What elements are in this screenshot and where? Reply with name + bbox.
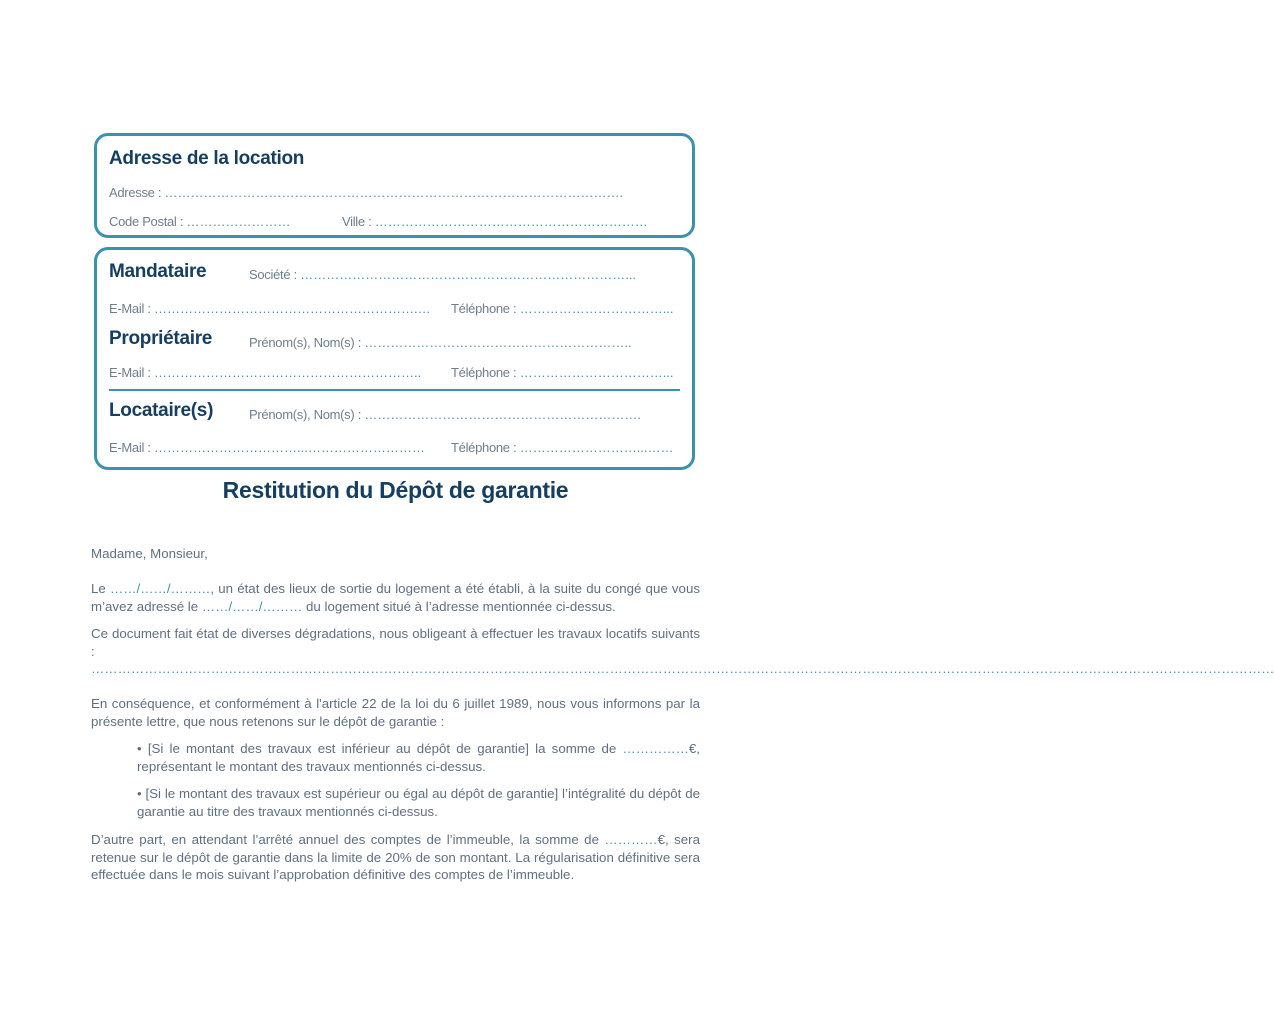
mandataire-email-label: E-Mail : (109, 301, 151, 316)
proprietaire-title: Propriétaire (109, 328, 213, 349)
city-dots[interactable]: ……………………………………………………… (374, 214, 648, 229)
postal-code-field[interactable] (109, 214, 290, 229)
section-divider (109, 389, 680, 391)
text-segment: Ce document fait état de diverses dégradations, nous obligeant à effectuer les travaux locatifs suivants : (91, 626, 700, 659)
proprietaire-email-field[interactable] (109, 365, 421, 380)
proprietaire-phone-field[interactable] (451, 365, 674, 380)
locataire-name-dots[interactable]: ………………………………………………………. (364, 407, 641, 422)
postal-code-dots[interactable]: …………………… (186, 214, 291, 229)
locataire-phone-label: Téléphone : (451, 440, 517, 455)
locataire-phone-field[interactable] (451, 440, 674, 455)
paragraph-provisional-retention (91, 831, 700, 884)
mandataire-company-label: Société : (249, 267, 297, 282)
mandataire-company-dots[interactable]: …………………………………………………………………... (300, 267, 637, 282)
address-dots[interactable]: ……………………………………………………………………………………………. (164, 185, 624, 200)
text-segment: €, sera retenue sur le dépôt de garantie dans la limite de 20% de son montant. La régularisation définitive sera effectuée dans le mois suivant l’approbation définitive des comptes de l’immeuble. (91, 832, 700, 882)
proprietaire-email-label: E-Mail : (109, 365, 151, 380)
proprietaire-email-dots[interactable]: …………………………………………………….. (153, 365, 422, 380)
parties-box (94, 247, 695, 470)
mandataire-email-dots[interactable]: …………………………………………………….… (153, 301, 431, 316)
document-title: Restitution du Dépôt de garantie (222, 477, 569, 503)
proprietaire-name-label: Prénom(s), Nom(s) : (249, 335, 362, 350)
partial-amount-field[interactable]: …………… (622, 741, 689, 756)
postal-code-label: Code Postal : (109, 214, 184, 229)
paragraph-damages (91, 625, 1274, 676)
mandataire-phone-field[interactable] (451, 301, 674, 316)
paragraph-legal-basis: En conséquence, et conformément à l'article 22 de la loi du 6 juillet 1989, nous vous informons par la présente lettre, que nous retenons sur le dépôt de garantie : (91, 696, 700, 729)
locataire-email-label: E-Mail : (109, 440, 151, 455)
locataire-email-field[interactable] (109, 440, 425, 455)
mandataire-phone-dots[interactable]: ……………………………... (519, 301, 674, 316)
address-box-title: Adresse de la location (109, 148, 305, 169)
address-box (94, 133, 695, 238)
proprietaire-phone-label: Téléphone : (451, 365, 517, 380)
notice-date-field[interactable]: ……/……/……… (201, 598, 303, 614)
proprietaire-phone-dots[interactable]: ……………………………... (519, 365, 674, 380)
address-field[interactable] (109, 185, 623, 200)
locataire-name-field[interactable] (249, 407, 641, 422)
address-label: Adresse : (109, 185, 162, 200)
locataire-phone-dots[interactable]: ………………………...…… (519, 440, 674, 455)
text-segment: • [Si le montant des travaux est inférieur au dépôt de garantie] la somme de (137, 741, 623, 756)
salutation: Madame, Monsieur, (91, 546, 208, 561)
city-field[interactable] (342, 214, 648, 229)
mandataire-company-field[interactable] (249, 267, 636, 282)
text-segment: , un état des lieux de sortie du logement a été établi, à la suite du congé que vous m’avez adressé le (91, 581, 700, 614)
text-segment: D’autre part, en attendant l’arrêté annuel des comptes de l’immeuble, la somme de (91, 832, 605, 847)
exit-inspection-date-field[interactable]: ……/……/……… (109, 581, 211, 596)
locataire-email-dots[interactable]: ……………………………...……………………… (153, 440, 425, 455)
repair-works-field[interactable]: …………………………………………………………………………………………………………………………………………………………………………………………………………………………………………… (91, 661, 1274, 676)
mandataire-phone-label: Téléphone : (451, 301, 517, 316)
text-segment: du logement situé à l’adresse mentionnée ci-dessus. (302, 598, 616, 614)
provisional-amount-field[interactable]: ………… (604, 832, 658, 847)
mandataire-title: Mandataire (109, 261, 207, 282)
locataire-name-label: Prénom(s), Nom(s) : (249, 407, 362, 422)
mandataire-email-field[interactable] (109, 301, 431, 316)
text-segment: Le (91, 581, 110, 596)
bullet-partial-retention (137, 740, 700, 775)
proprietaire-name-dots[interactable]: …………………………………………………….. (364, 335, 632, 350)
proprietaire-name-field[interactable] (249, 335, 632, 350)
bullet-full-retention: • [Si le montant des travaux est supérieur ou égal au dépôt de garantie] l’intégralité du dépôt de garantie au titre des travaux mentionnés ci-dessus. (137, 786, 700, 819)
city-label: Ville : (342, 214, 372, 229)
paragraph-inspection-dates (91, 580, 700, 615)
locataire-title: Locataire(s) (109, 400, 214, 421)
text-segment: €, représentant le montant des travaux mentionnés ci-dessus. (137, 741, 700, 774)
